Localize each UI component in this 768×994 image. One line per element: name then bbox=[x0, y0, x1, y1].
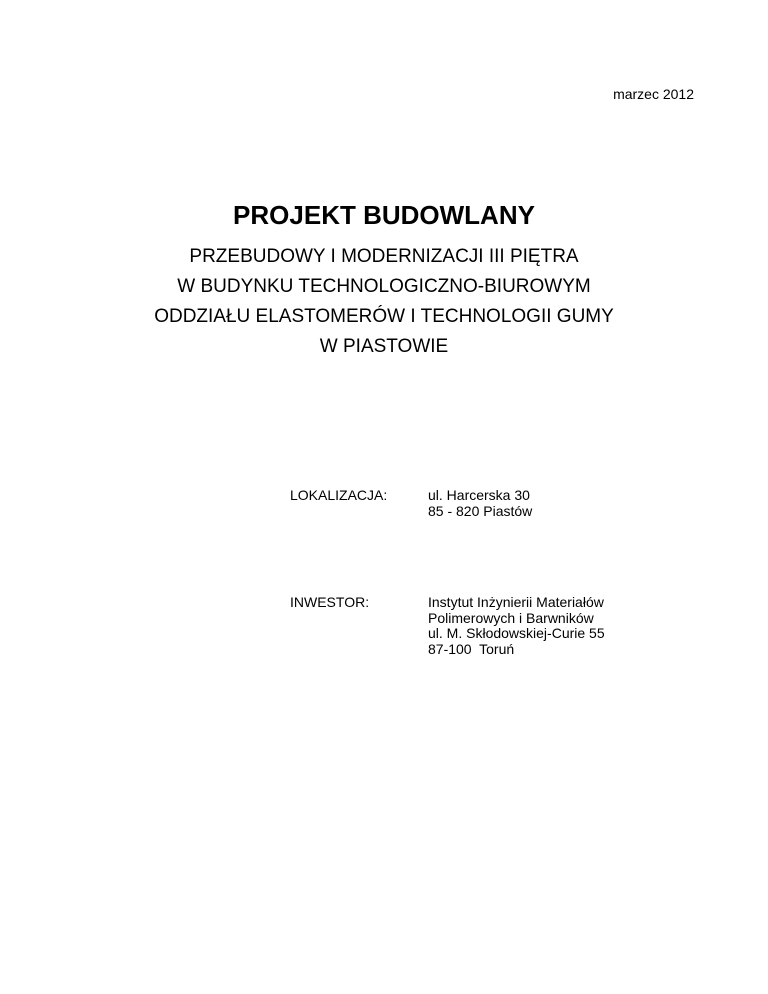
document-date: marzec 2012 bbox=[613, 86, 694, 102]
location-label: LOKALIZACJA: bbox=[290, 487, 388, 503]
subtitle-line: PRZEBUDOWY I MODERNIZACJI III PIĘTRA bbox=[189, 246, 579, 267]
location-line: 85 - 820 Piastów bbox=[428, 502, 533, 519]
subtitle-line: ODDZIAŁU ELASTOMERÓW I TECHNOLOGII GUMY bbox=[154, 306, 614, 327]
location-value bbox=[428, 487, 532, 518]
investor-label: INWESTOR: bbox=[290, 594, 370, 610]
investor-line: Polimerowych i Barwników bbox=[428, 609, 594, 626]
investor-line: 87-100 Toruń bbox=[428, 640, 515, 657]
document-title: PROJEKT BUDOWLANY bbox=[233, 200, 535, 230]
investor-line: Instytut Inżynierii Materiałów bbox=[428, 594, 604, 610]
investor-line: ul. M. Skłodowskiej-Curie 55 bbox=[428, 625, 605, 641]
subtitle-line: W BUDYNKU TECHNOLOGICZNO-BIUROWYM bbox=[177, 276, 591, 297]
location-line: ul. Harcerska 30 bbox=[428, 487, 530, 503]
investor-value bbox=[428, 594, 605, 656]
document-subtitle bbox=[0, 246, 768, 366]
subtitle-line: W PIASTOWIE bbox=[319, 336, 449, 357]
